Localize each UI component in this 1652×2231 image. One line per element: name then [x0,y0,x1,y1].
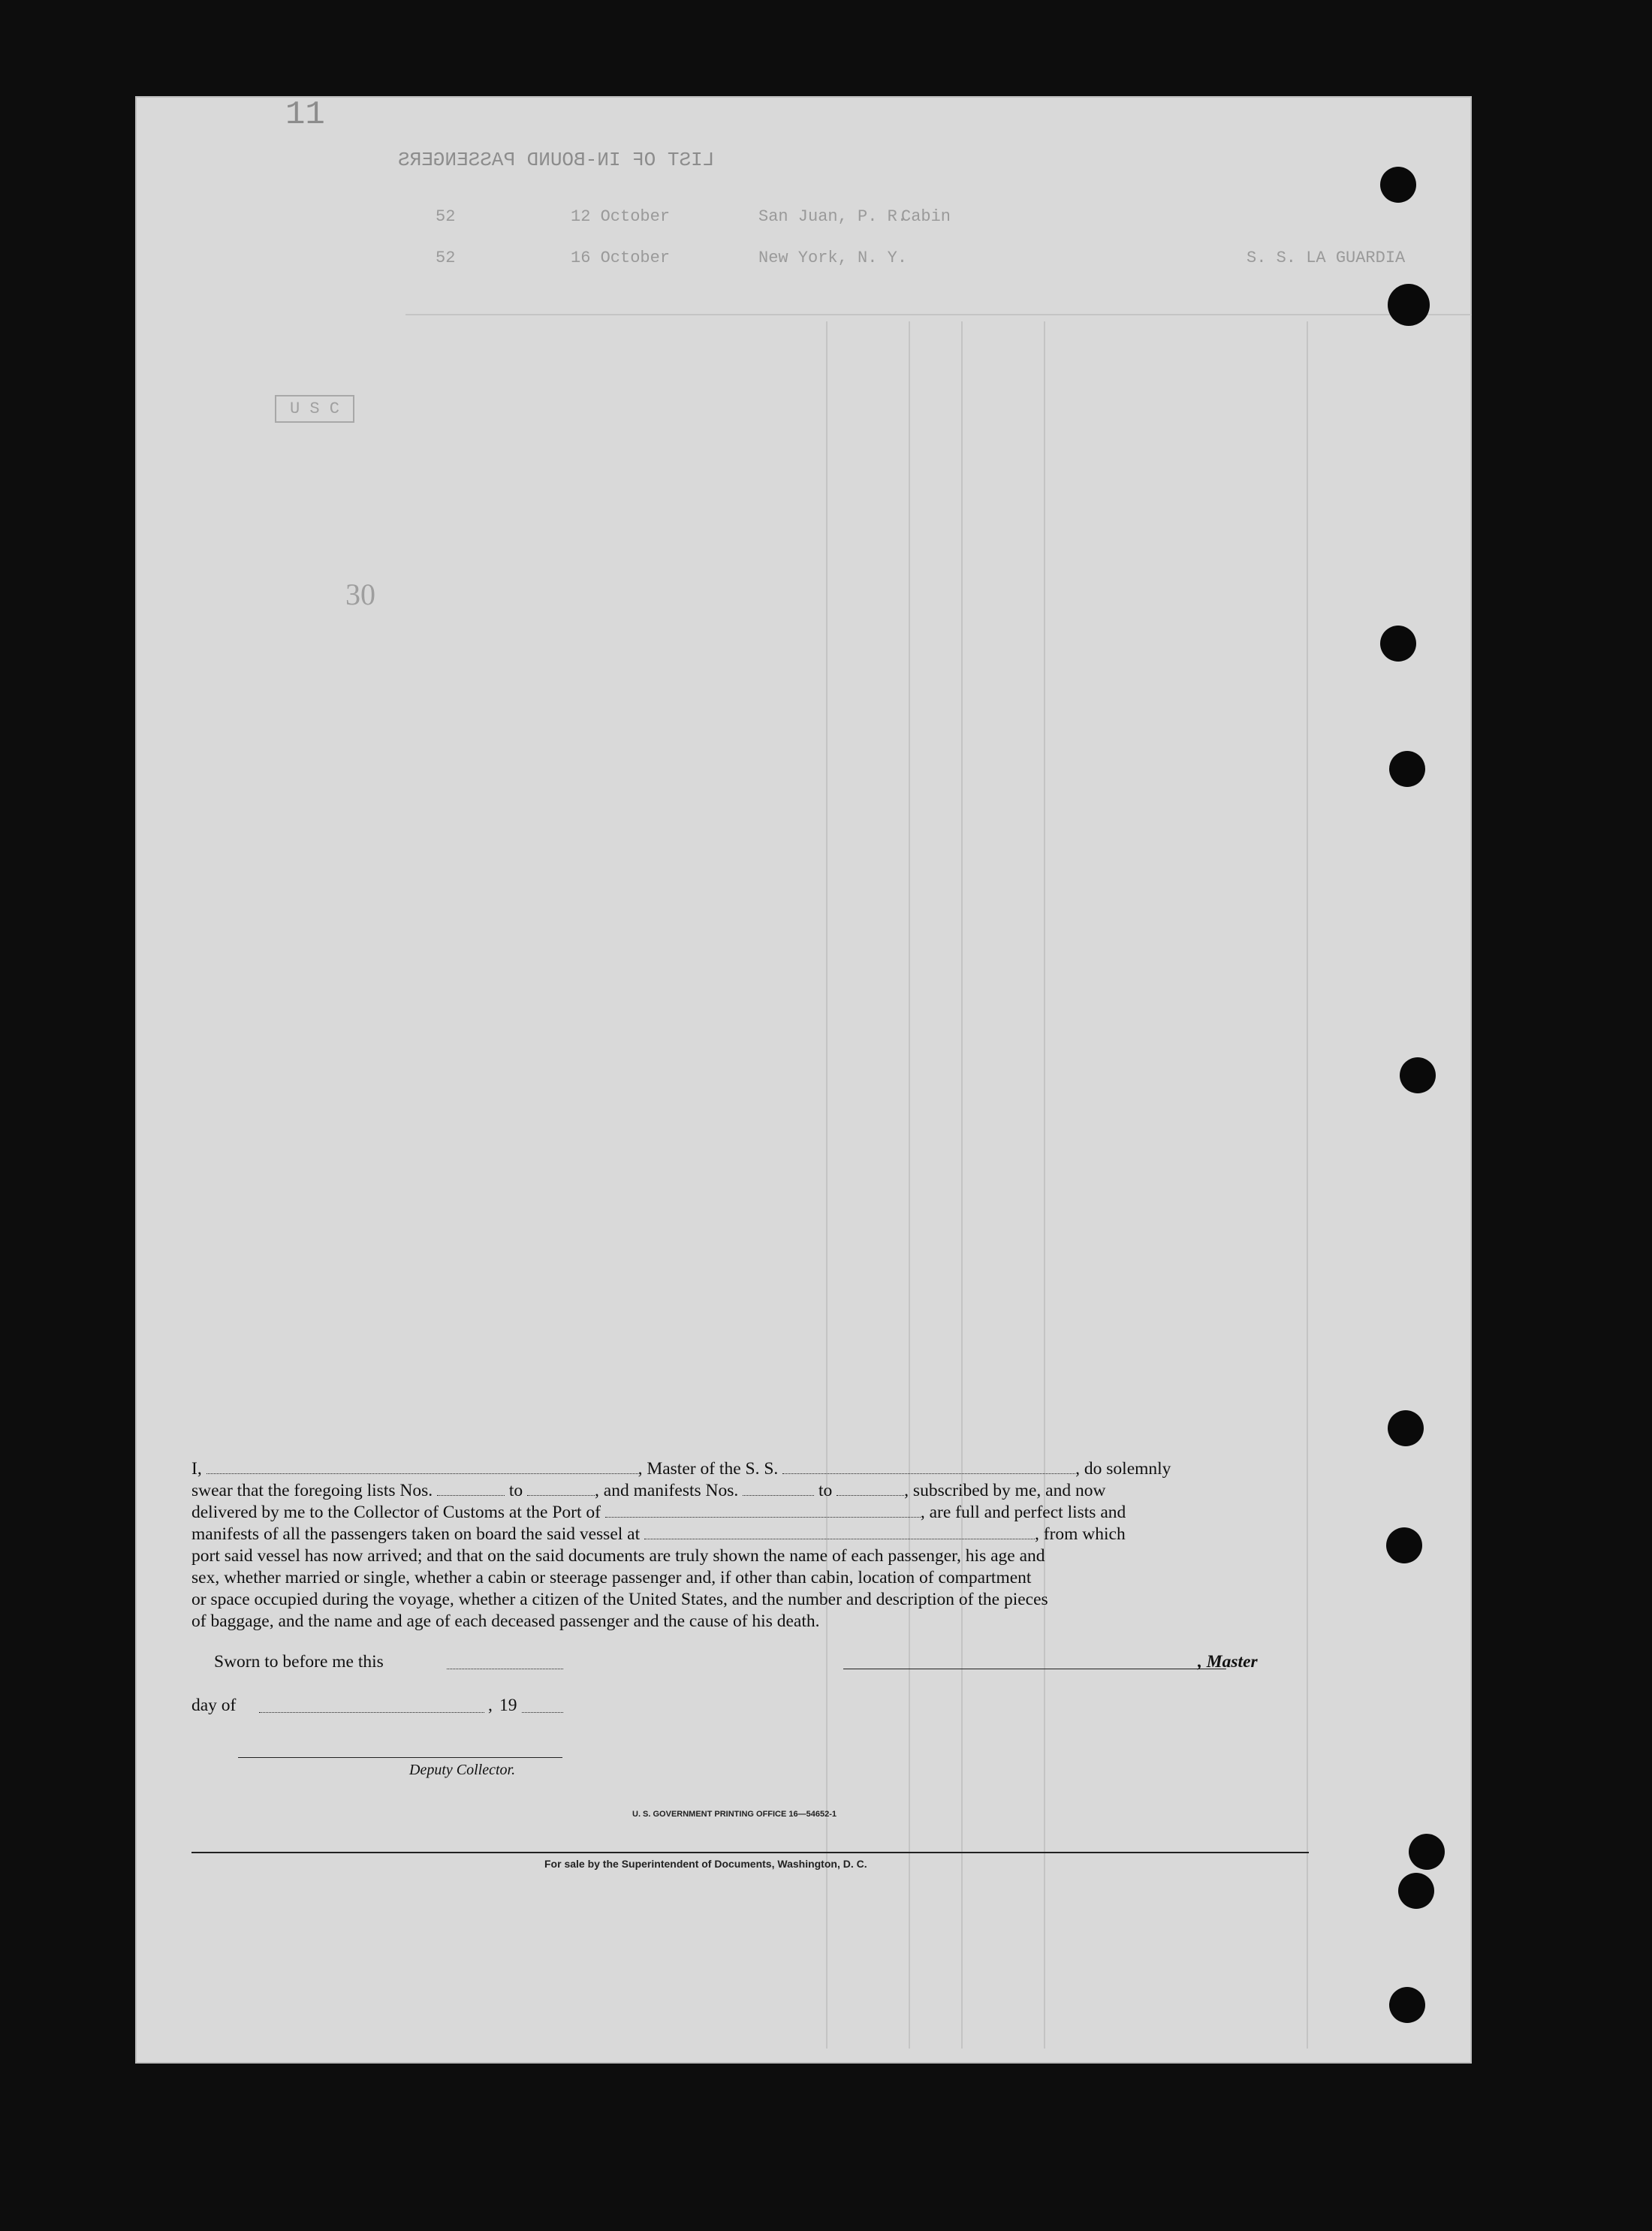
bleed-line-1d: 52 [436,207,456,226]
oath-text: delivered by me to the Collector of Customs at the Port of [191,1503,601,1522]
sworn-date-field[interactable] [447,1655,563,1669]
bleed-header-title: LIST OF IN-BOUND PASSENGERS [398,149,715,171]
oath-line-3: delivered by me to the Collector of Customs at the Port of , are full and perfect lists and [191,1503,1126,1522]
oath-text: swear that the foregoing lists Nos. [191,1481,433,1500]
oath-text: I, [191,1459,202,1479]
month-field[interactable] [259,1699,484,1713]
punch-hole [1389,1987,1425,2023]
oath-text: do solemnly [1080,1459,1171,1479]
deputy-signature-line[interactable] [238,1757,562,1758]
year-prefix: 19 [499,1696,517,1715]
bleed-col [961,321,963,2049]
bleed-page-number: 30 [345,577,375,611]
punch-hole [1389,751,1425,787]
oath-line-2: swear that the foregoing lists Nos. to , and manifests Nos. to , subscribed by me, and now [191,1481,1106,1500]
bleed-line-1c: 12 October [571,207,671,226]
bleed-line-2a: S. S. LA GUARDIA [1247,249,1406,267]
oath-text: Master of the S. S. [642,1459,779,1479]
comma: , [488,1696,493,1715]
port-field[interactable] [605,1503,921,1518]
oath-line-6: sex, whether married or single, whether a cabin or steerage passenger and, if other than cabin, location of compartment [191,1568,1032,1587]
oath-text: subscribed by me, and now [909,1481,1106,1500]
oath-line-7: or space occupied during the voyage, whether a citizen of the United States, and the number and description of the pieces [191,1590,1048,1609]
master-name-field[interactable] [206,1460,638,1474]
punch-hole [1388,284,1430,326]
oath-text: to [504,1481,523,1500]
bleed-line-1a: Cabin [901,207,951,226]
bleed-line-2d: 52 [436,249,456,267]
punch-hole [1380,167,1416,203]
oath-paragraph [191,1458,1309,1633]
oath-text: to [814,1481,833,1500]
bleed-col [909,321,910,2049]
for-sale-note: For sale by the Superintendent of Documents, Washington, D. C. [544,1858,867,1870]
oath-line-8: of baggage, and the name and age of each deceased passenger and the cause of his death. [191,1611,820,1631]
bleed-stamp: U S C [275,395,354,423]
oath-text: are full and perfect lists and [924,1503,1126,1522]
printing-office-imprint: U. S. GOVERNMENT PRINTING OFFICE 16—54652-1 [632,1810,837,1819]
manifest-from-field[interactable] [743,1482,814,1496]
signature-block [191,1652,1309,1778]
bleed-col [826,321,828,2049]
punch-hole [1409,1834,1445,1870]
sworn-label: Sworn to before me this [214,1652,384,1672]
punch-hole [1380,626,1416,662]
bleed-rule [405,314,1472,315]
bleed-col [1307,321,1308,2049]
day-of-label: day of [191,1696,237,1715]
oath-line-1: I, , Master of the S. S. , do solemnly [191,1459,1171,1479]
oath-line-4: manifests of all the passengers taken on board the said vessel at , from which [191,1524,1126,1544]
bleed-line-2c: 16 October [571,249,671,267]
departure-port-field[interactable] [644,1525,1035,1539]
oath-text: manifests of all the passengers taken on board the said vessel at [191,1524,641,1544]
punch-hole [1388,1410,1424,1446]
bleed-col [1044,321,1045,2049]
master-label: , Master [1198,1652,1258,1672]
footer-rule [191,1852,1309,1853]
oath-line-5: port said vessel has now arrived; and that on the said documents are truly shown the name of each passenger, his age and [191,1546,1045,1566]
list-from-field[interactable] [437,1482,505,1496]
bleed-corner-number: 11 [285,96,325,134]
list-to-field[interactable] [527,1482,595,1496]
year-field[interactable] [522,1699,563,1713]
bleed-line-1b: San Juan, P. R. [758,207,908,226]
manifest-to-field[interactable] [837,1482,904,1496]
oath-text: from which [1039,1524,1126,1544]
vessel-name-field[interactable] [782,1460,1075,1474]
deputy-label: Deputy Collector. [409,1762,516,1778]
bleed-line-2b: New York, N. Y. [758,249,908,267]
punch-hole [1398,1873,1434,1909]
punch-hole [1400,1057,1436,1093]
punch-hole [1386,1527,1422,1563]
oath-text: and manifests Nos. [598,1481,739,1500]
